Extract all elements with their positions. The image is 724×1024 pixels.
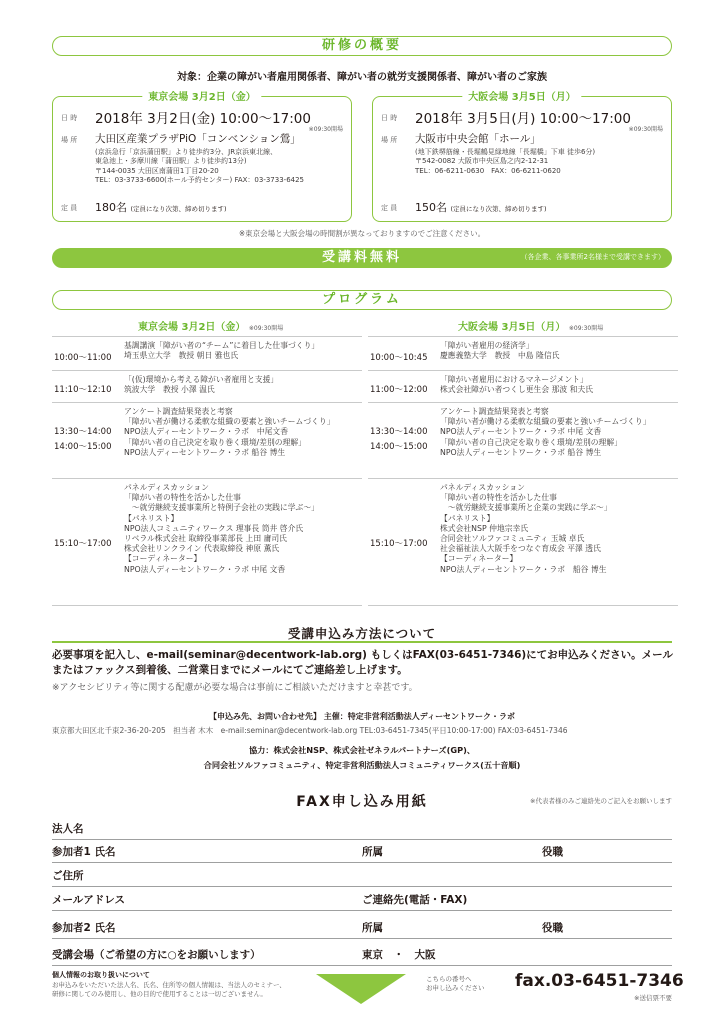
osaka-date-label: 日 時 bbox=[381, 114, 398, 122]
row-time: 15:10〜17:00 bbox=[54, 539, 112, 549]
osaka-capacity-value: 150名 bbox=[415, 201, 447, 214]
osaka-program-head bbox=[458, 318, 603, 333]
participant2-label: 参加者2 氏名 bbox=[52, 922, 116, 934]
venue-label: 受講会場（ご希望の方に○をお願いします） bbox=[52, 949, 261, 961]
osaka-place: 大阪市中央会館「ホール」 bbox=[415, 133, 541, 145]
fax-number: fax.03-6451-7346 bbox=[515, 971, 684, 991]
tokyo-access bbox=[95, 148, 304, 186]
stamp-note: ※送信票不要 bbox=[634, 994, 672, 1002]
tokyo-program-date: 東京会場 3月2日（金） bbox=[138, 322, 246, 333]
osaka-open-note: ※09:30開場 bbox=[628, 126, 663, 133]
arrow-down-icon bbox=[316, 974, 406, 1004]
send-to-note: こちらの番号へ お申し込みください bbox=[426, 975, 485, 992]
affiliation-label: 所属 bbox=[362, 922, 383, 934]
apply-body: 必要事項を記入し、e-mail(seminar@decentwork-lab.org) もしくはFAX(03-6451-7346)にてお申込みください。メールまたはファックス到着後、二営業日までにメールにてご連絡差し上げます。 bbox=[52, 649, 673, 676]
osaka-program-open: ※09:30開場 bbox=[568, 325, 604, 332]
table-row bbox=[52, 478, 362, 606]
fax-row-address[interactable] bbox=[52, 863, 672, 887]
fax-row-participant1[interactable] bbox=[52, 840, 672, 863]
table-row bbox=[368, 336, 678, 370]
table-row bbox=[368, 402, 678, 478]
position-label: 役職 bbox=[542, 846, 563, 858]
tokyo-program-open: ※09:30開場 bbox=[248, 325, 284, 332]
row-content: 「障がい者雇用の経済学」 慶應義塾大学 教授 中島 隆信氏 bbox=[440, 341, 560, 361]
osaka-access-line: 〒542-0082 大阪市中央区島之内2-12-31 bbox=[415, 157, 549, 166]
osaka-date: 2018年 3月5日(月) 10:00〜17:00 bbox=[415, 111, 631, 127]
privacy-text: お申込みをいただいた法人名、氏名、住所等の個人情報は、当法人のセミナー、 研修に関してのみ使用し、他の目的で使用することは一切ございません。 bbox=[52, 981, 286, 998]
cooperation-line: 協力：株式会社NSP、株式会社ゼネラルパートナーズ(GP)、 bbox=[248, 745, 476, 755]
row-time: 13:30〜14:00 14:00〜15:00 bbox=[54, 427, 112, 452]
tokyo-date-label: 日 時 bbox=[61, 114, 78, 122]
osaka-access-line: (地下鉄堺筋線・長堀鶴見緑地線「長堀橋」下車 徒歩6分) bbox=[415, 148, 596, 156]
affiliation-label: 所属 bbox=[362, 846, 383, 858]
participant1-label: 参加者1 氏名 bbox=[52, 846, 116, 858]
row-time: 15:10〜17:00 bbox=[370, 539, 428, 549]
apply-note: ※アクセシビリティ等に関する配慮が必要な場合は事前にご相談いただけますと幸甚です。 bbox=[52, 683, 418, 693]
tokyo-place: 大田区産業プラザPiO「コンベンション鶯」 bbox=[95, 133, 301, 145]
overview-header bbox=[52, 36, 672, 56]
fee-title: 受講料無料 bbox=[321, 250, 402, 265]
cooperation-line: 合同会社ソルファコミュニティ、特定非営利活動法人コミュニティワークス(五十音順) bbox=[203, 760, 521, 770]
table-row bbox=[368, 370, 678, 402]
row-time: 10:00〜11:00 bbox=[54, 353, 112, 363]
apply-divider bbox=[52, 641, 672, 643]
table-row bbox=[368, 478, 678, 606]
row-content: 基調講演「障がい者の“チーム”に着目した仕事づくり」 埼玉県立大学 教授 朝日 雅也氏 bbox=[124, 341, 320, 361]
osaka-venue-box bbox=[372, 92, 672, 222]
row-time: 11:00〜12:00 bbox=[370, 385, 428, 395]
tokyo-open-note: ※09:30開場 bbox=[308, 126, 343, 133]
table-row bbox=[52, 336, 362, 370]
privacy-title: 個人情報のお取り扱いについて bbox=[52, 971, 150, 979]
osaka-capacity bbox=[415, 199, 547, 215]
target-audience: 対象：企業の障がい者雇用関係者、障がい者の就労支援関係者、障がい者のご家族 bbox=[177, 72, 547, 83]
fax-row-email[interactable] bbox=[52, 887, 672, 911]
osaka-venue-tab: 大阪会場 3月5日（月） bbox=[462, 88, 581, 103]
corp-label: 法人名 bbox=[52, 823, 84, 835]
fax-row-venue[interactable] bbox=[52, 939, 672, 966]
tokyo-capacity bbox=[95, 199, 227, 215]
tokyo-program-head bbox=[138, 318, 283, 333]
tokyo-place-label: 場 所 bbox=[61, 136, 78, 144]
fax-form-title: FAX申し込み用紙 bbox=[296, 794, 428, 810]
row-content: 「障がい者雇用におけるマネージメント」 株式会社障がい者つくし更生会 那波 和夫氏 bbox=[440, 375, 594, 395]
tokyo-access-line: (京浜急行「京浜蒲田駅」より徒歩約3分、JR京浜東北線、 bbox=[95, 148, 278, 156]
tokyo-capacity-value: 180名 bbox=[95, 201, 127, 214]
fax-row-participant2[interactable] bbox=[52, 911, 672, 939]
row-content: パネルディスカッション 「障がい者の特性を活かした仕事 〜就労継続支援事業所と特例子会社の実践に学ぶ〜」 【パネリスト】 NPO法人コミュニティワークス 理事長 筒井 啓介氏 リベラル株式会社 取締役事業部長 上田 庸司氏 株式会社リンクライン 代表取締役 神原 薫氏 【コーディネーター】 NPO法人ディーセントワーク・ラボ 中尾 文香 bbox=[124, 483, 319, 574]
osaka-access-line: TEL：06-6211-0630 FAX：06-6211-0620 bbox=[415, 166, 561, 175]
osaka-program-date: 大阪会場 3月5日（月） bbox=[458, 322, 566, 333]
table-row bbox=[52, 402, 362, 478]
fee-banner bbox=[52, 248, 672, 268]
table-row bbox=[52, 370, 362, 402]
osaka-place-label: 場 所 bbox=[381, 136, 398, 144]
row-content: アンケート調査結果発表と考察 「障がい者が働ける柔軟な組織の要素と強いチームづくり」 NPO法人ディーセントワーク・ラボ 中尾 文香 「障がい者の自己決定を取り巻く環境/差別の理解」 NPO法人ディーセントワーク・ラボ 船谷 博生 bbox=[440, 407, 651, 457]
tokyo-access-line: TEL：03-3733-6600(ホール予約センター) FAX：03-3733-6425 bbox=[95, 176, 305, 185]
osaka-access bbox=[415, 148, 595, 176]
contact-label: ご連絡先(電話・FAX) bbox=[362, 894, 468, 906]
row-time: 13:30〜14:00 14:00〜15:00 bbox=[370, 427, 428, 452]
email-label: メールアドレス bbox=[52, 894, 125, 906]
fax-form-note: ※代表者様のみご連絡先のご記入をお願いします bbox=[530, 797, 672, 805]
row-time: 10:00〜10:45 bbox=[370, 353, 428, 363]
program-header bbox=[52, 290, 672, 310]
row-content: 「(仮)環境から考える障がい者雇用と支援」 筑波大学 教授 小澤 温氏 bbox=[124, 375, 279, 395]
apply-title: 受講申込み方法について bbox=[287, 626, 437, 641]
venue-options[interactable]: 東京 ・ 大阪 bbox=[362, 949, 436, 961]
program-title: プログラム bbox=[322, 292, 402, 307]
fee-note: （各企業、各事業所2名様まで受講できます） bbox=[520, 253, 665, 261]
tokyo-venue-box bbox=[52, 92, 352, 222]
osaka-capacity-note: (定員になり次第、締め切ります) bbox=[450, 205, 547, 213]
time-note: ※東京会場と大阪会場の時間割が異なっておりますのでご注意ください。 bbox=[238, 229, 486, 238]
row-content: アンケート調査結果発表と考察 「障がい者が働ける柔軟な組織の要素と強いチームづくり」 NPO法人ディーセントワーク・ラボ 中尾文香 「障がい者の自己決定を取り巻く環境/差別の理解」 NPO法人ディーセントワーク・ラボ 船谷 博生 bbox=[124, 407, 335, 457]
row-content: パネルディスカッション 「障がい者の特性を活かした仕事 〜就労継続支援事業所と企業の実践に学ぶ〜」 【パネリスト】 株式会社NSP 仲地宗幸氏 合同会社ソルファコミュニティ 玉城 卓氏 社会福祉法人大阪手をつなぐ育成会 平澤 透氏 【コーディネーター】 NPO法人ディーセントワーク・ラボ 船谷 博生 bbox=[440, 483, 612, 574]
position-label: 役職 bbox=[542, 922, 563, 934]
overview-title: 研修の概要 bbox=[321, 38, 402, 53]
tokyo-access-line: 〒144-0035 大田区南蒲田1丁目20-20 bbox=[95, 166, 219, 175]
contact-line: 東京都大田区北千束2-36-20-205 担当者 木木 e-mail:seminar@decentwork-lab.org TEL:03-6451-7345(平日10:00-17:00) FAX:03-6451-7346 bbox=[52, 726, 568, 735]
tokyo-capacity-note: (定員になり次第、締め切ります) bbox=[130, 205, 227, 213]
tokyo-date: 2018年 3月2日(金) 10:00〜17:00 bbox=[95, 111, 311, 127]
osaka-capacity-label: 定 員 bbox=[381, 204, 398, 212]
contact-title: 【申込み先、お問い合わせ先】 主催：特定非営利活動法人ディーセントワーク・ラボ bbox=[209, 712, 515, 721]
fax-row-corp[interactable] bbox=[52, 812, 672, 840]
tokyo-venue-tab: 東京会場 3月2日（金） bbox=[142, 88, 261, 103]
row-time: 11:10〜12:10 bbox=[54, 385, 112, 395]
tokyo-capacity-label: 定 員 bbox=[61, 204, 78, 212]
tokyo-access-line: 東急池上・多摩川線「蒲田駅」より徒歩約13分) bbox=[95, 157, 247, 166]
address-label: ご住所 bbox=[52, 870, 84, 882]
